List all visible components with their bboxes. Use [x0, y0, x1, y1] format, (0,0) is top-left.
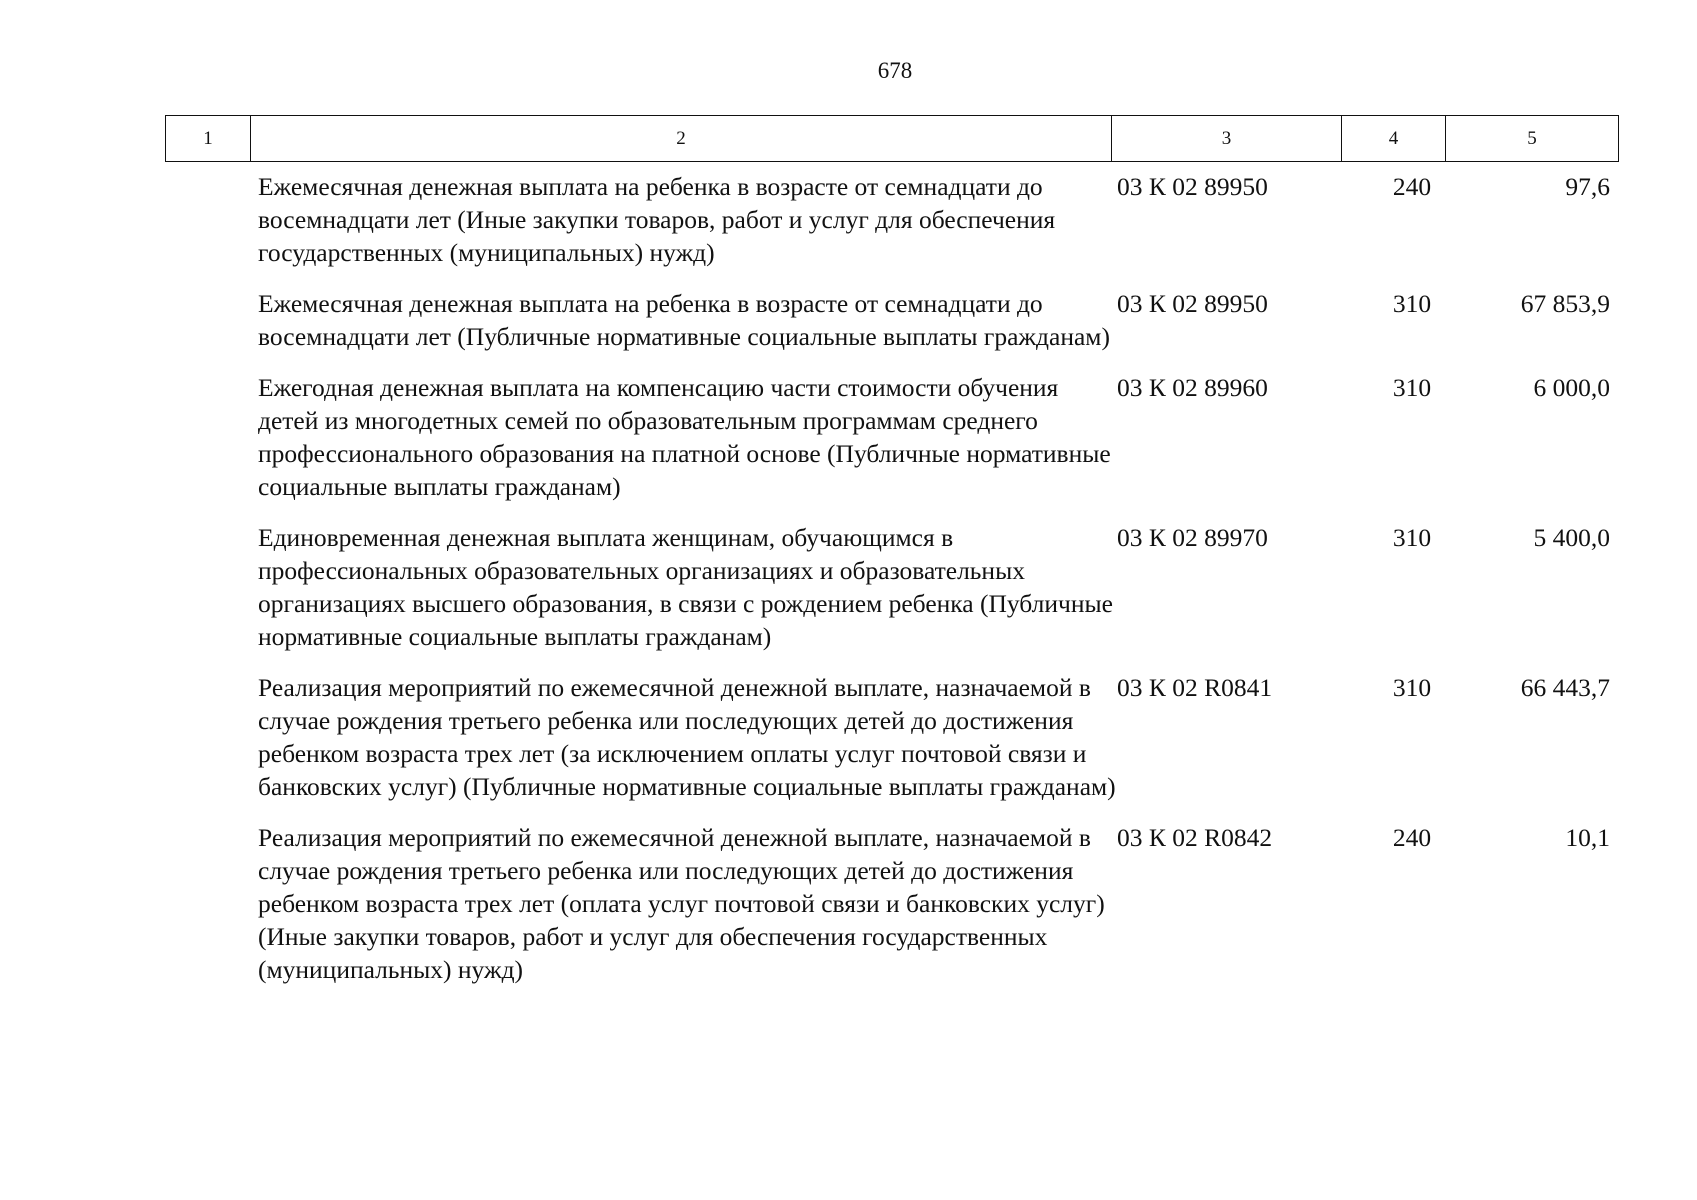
- row-description: Реализация мероприятий по ежемесячной денежной выплате, назначаемой в случае рождения третьего ребенка или последующих детей до достижения ребенком возраста трех лет (оплата услуг почтовой связи и банковских услуг) (Иные закупки товаров, работ и услуг для обеспечения государственных (муниципальных) нужд): [258, 823, 1105, 984]
- row-description: Ежемесячная денежная выплата на ребенка в возрасте от семнадцати до восемнадцати лет (Иные закупки товаров, работ и услуг для обеспечения государственных (муниципальных) нужд): [258, 172, 1056, 267]
- row-expense-type: 240: [1392, 172, 1432, 201]
- row-code: 03 К 02 89970: [1117, 523, 1268, 552]
- row-code: 03 К 02 89960: [1117, 373, 1268, 402]
- header-cell-3: 3: [1112, 116, 1342, 161]
- row-code: 03 К 02 R0842: [1117, 823, 1273, 852]
- row-expense-type: 240: [1392, 823, 1432, 852]
- table-body: [258, 170, 1618, 1004]
- row-amount: 97,6: [1565, 172, 1610, 201]
- row-amount: 5 400,0: [1533, 523, 1610, 552]
- row-amount: 10,1: [1565, 823, 1610, 852]
- table-header: [165, 115, 1619, 162]
- row-amount: 67 853,9: [1520, 289, 1610, 318]
- row-expense-type: 310: [1392, 673, 1432, 702]
- table-row: [258, 170, 1618, 269]
- row-code: 03 К 02 R0841: [1117, 673, 1273, 702]
- page-number: 678: [877, 58, 913, 83]
- row-expense-type: 310: [1392, 289, 1432, 318]
- table-row: [258, 671, 1618, 803]
- row-code: 03 К 02 89950: [1117, 172, 1268, 201]
- row-code: 03 К 02 89950: [1117, 289, 1268, 318]
- row-description: Единовременная денежная выплата женщинам, обучающимся в профессиональных образовательных организациях и образовательных организациях высшего образования, в связи с рождением ребенка (Публичные нормативные социальные выплаты гражданам): [258, 523, 1113, 651]
- row-amount: 66 443,7: [1520, 673, 1610, 702]
- header-cell-5: 5: [1527, 128, 1537, 149]
- row-description: Реализация мероприятий по ежемесячной денежной выплате, назначаемой в случае рождения третьего ребенка или последующих детей до достижения ребенком возраста трех лет (за исключением оплаты услуг почтовой связи и банковских услуг) (Публичные нормативные социальные выплаты гражданам): [258, 673, 1116, 801]
- table-row: [258, 521, 1618, 653]
- table-row: [258, 287, 1618, 353]
- row-expense-type: 310: [1392, 373, 1432, 402]
- row-description: Ежемесячная денежная выплата на ребенка в возрасте от семнадцати до восемнадцати лет (Публичные нормативные социальные выплаты гражданам): [258, 289, 1110, 351]
- table-row: [258, 371, 1618, 503]
- header-cell-4: 4: [1342, 116, 1446, 161]
- table-row: [258, 821, 1618, 986]
- row-description: Ежегодная денежная выплата на компенсацию части стоимости обучения детей из многодетных семей по образовательным программам среднего профессионального образования на платной основе (Публичные нормативные социальные выплаты гражданам): [258, 373, 1111, 501]
- header-cell-2: 2: [251, 116, 1112, 161]
- row-amount: 6 000,0: [1533, 373, 1610, 402]
- row-expense-type: 310: [1392, 523, 1432, 552]
- header-cell-1: 1: [166, 116, 251, 161]
